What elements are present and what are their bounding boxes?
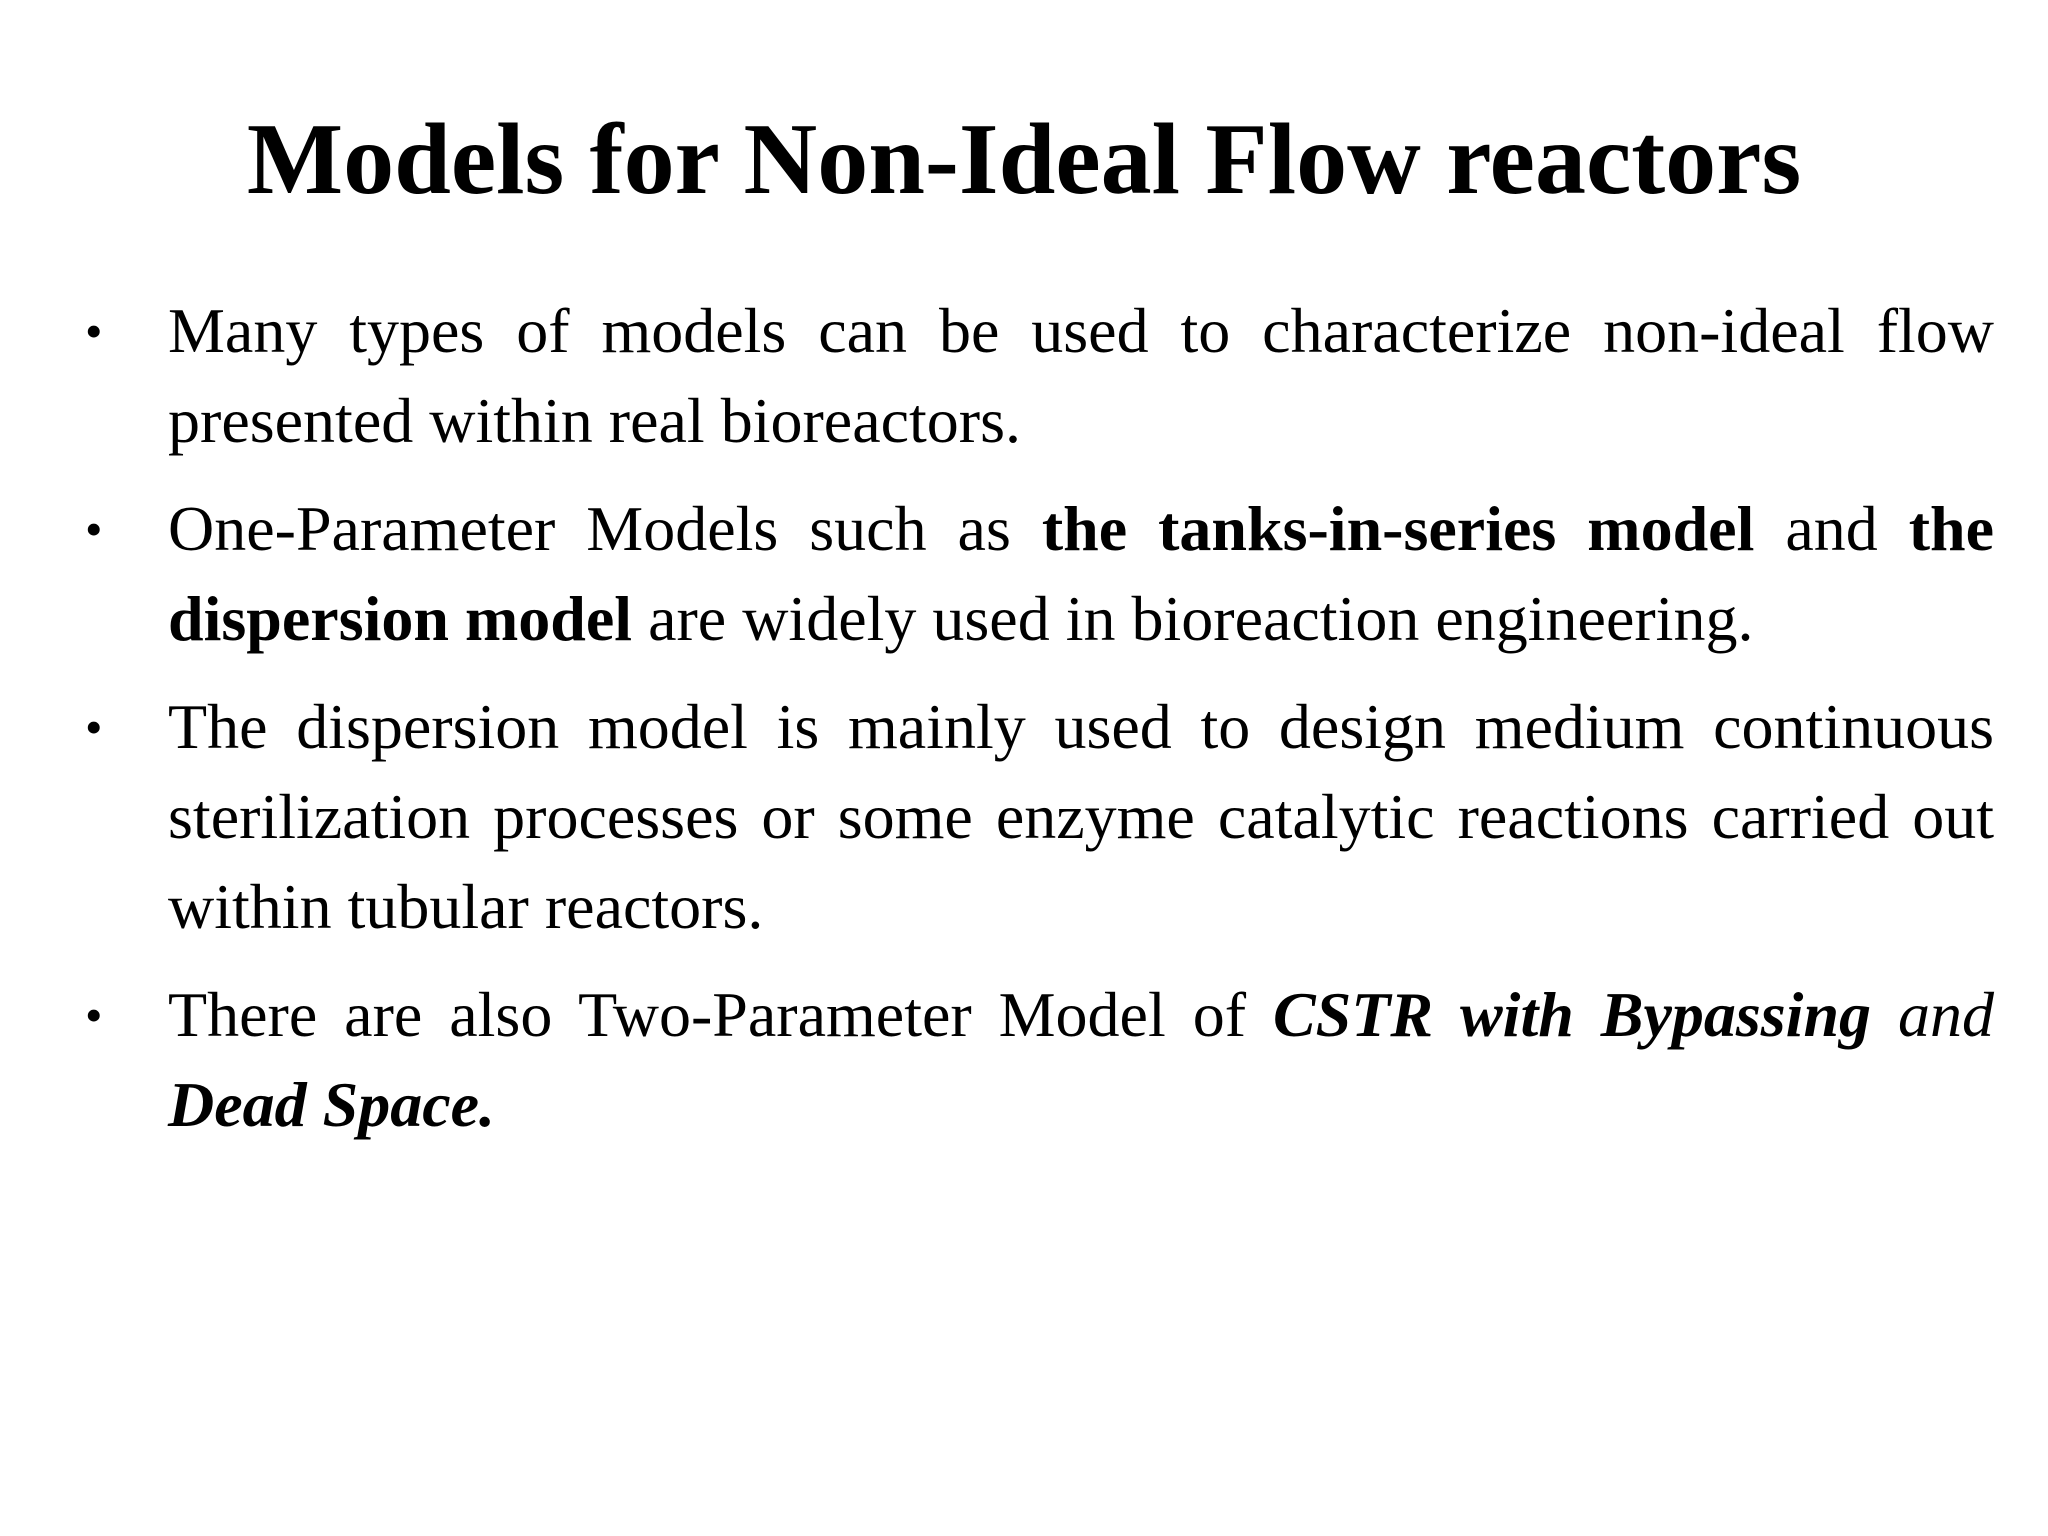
bullet-4-text-1: There are also Two-Parameter Model of: [168, 979, 1273, 1050]
bullet-marker: •: [85, 501, 103, 557]
bullet-4-italic-and: and: [1898, 979, 1995, 1050]
bullet-1-text: Many types of models can be used to characterize non-ideal flow presented within real bioreactors.: [168, 295, 1994, 456]
bullet-marker: •: [85, 699, 103, 755]
bullet-2-emphasis-dispersion: the dispersion model: [168, 493, 1994, 654]
bullet-list: [85, 286, 1994, 1168]
bullet-item-2: [85, 484, 1994, 664]
bullet-3-text: The dispersion model is mainly used to design medium continuous sterilization processes or some enzyme catalytic reactions carried out within tubular reactors.: [168, 691, 1994, 942]
slide-title: Models for Non-Ideal Flow reactors: [246, 103, 1802, 216]
bullet-4-space-1: [1871, 979, 1898, 1050]
bullet-2-emphasis-tanks-in-series: the tanks-in-series model: [1041, 493, 1755, 564]
bullet-item-4: [85, 970, 1994, 1150]
bullet-2-text-2: and: [1754, 493, 1909, 564]
bullet-2-text-3: are widely used in bioreaction engineering.: [632, 583, 1754, 654]
bullet-2-text-1: One-Parameter Models such as: [168, 493, 1042, 564]
bullet-item-1: [85, 286, 1994, 466]
bullet-marker: •: [85, 987, 103, 1043]
bullet-4-emphasis-dead-space: Dead Space.: [168, 1069, 496, 1140]
bullet-4-emphasis-cstr: CSTR with Bypassing: [1272, 979, 1872, 1050]
bullet-item-3: [85, 682, 1994, 952]
bullet-marker: •: [85, 303, 103, 359]
